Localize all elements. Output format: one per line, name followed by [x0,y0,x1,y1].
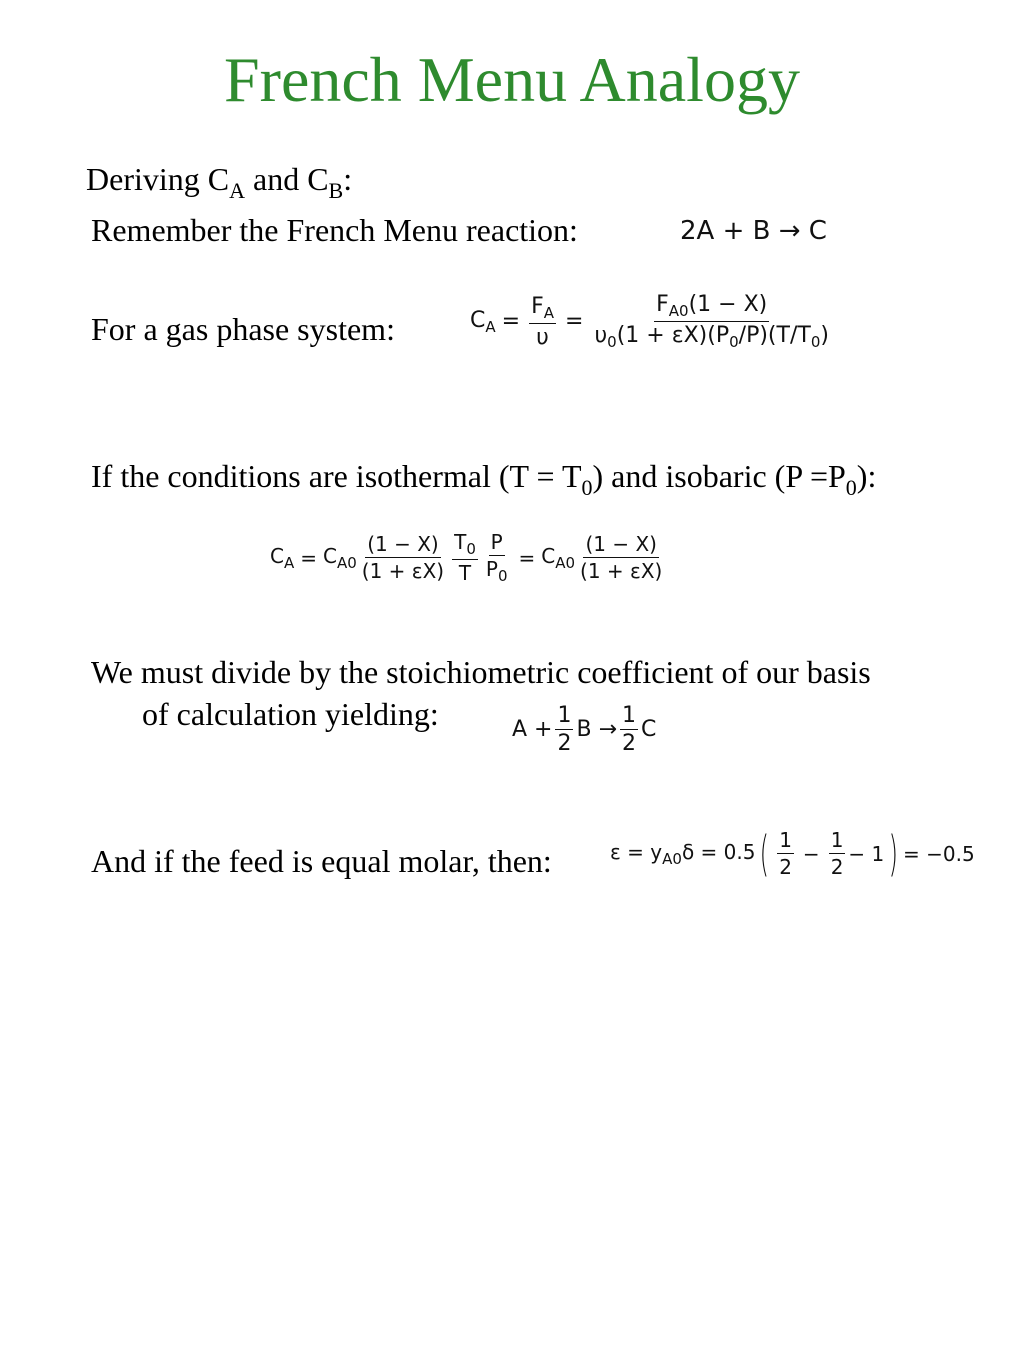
gas-phase-equation: $C_A$ = $\frac{F_A}{\upsilon}$ = $\frac{F_{A0}(1 - X)}{\upsilon_0(1 + \varepsilon X)(P_0/P)(T/T_0)}$ [470,292,829,351]
slide-title: French Menu Analogy [224,44,800,115]
divide-text-line1: We must divide by the stoichiometric coefficient of our basis [91,654,871,690]
deriving-heading: Deriving $C_A$ and $C_B$: [86,161,353,203]
isothermal-text: If the conditions are isothermal $(T = T_0)$ and isobaric $(P =P_0)$: [91,458,877,500]
isothermal-equation: $C_A$ = $C_{A0}$ $\frac{(1 - X)}{(1 + \varepsilon X)}$ $\frac{T_0}{T}$ $\frac{P}{P_0}$ = $C_{A0}$ $\frac{(1 - X)}{(1 + \varepsilon X)}$ [270,530,663,585]
divide-text-line2: of calculation yielding: [142,696,439,732]
epsilon-equation: $\varepsilon = y_{A0}\delta = 0.5$ ( $\frac{1}{2}$ − $\frac{1}{2}$ − 1 ) = −0.5 [610,825,975,882]
basis-equation: A + $\frac{1}{2}$ B → $\frac{1}{2}$ C [512,703,657,756]
gas-phase-text: For a gas phase system: [91,311,395,347]
feed-text: And if the feed is equal molar, then: [91,843,552,879]
reaction-equation: 2A + B → C [680,216,827,246]
remember-text: Remember the French Menu reaction: [91,212,578,248]
